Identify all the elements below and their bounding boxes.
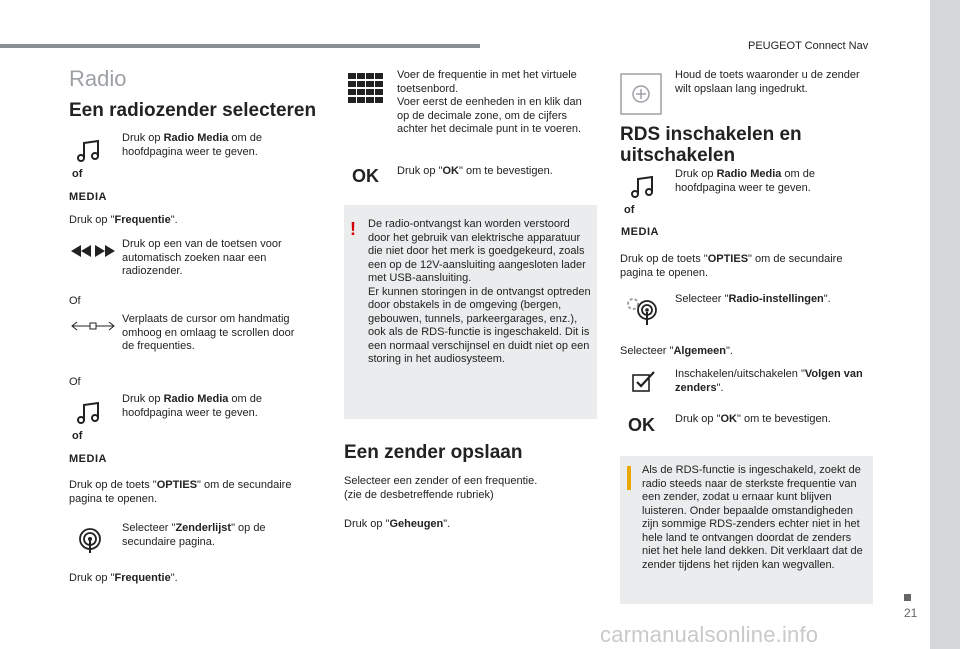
music-note-icon [76,400,102,426]
checkbox-icon [632,370,656,392]
or-text: Of [69,376,81,388]
page-side-strip [930,0,960,649]
step-station-list: Selecteer "Zenderlijst" op de secundaire pagina. [122,522,266,548]
step-frequency-2: Druk op "Frequentie". [69,572,178,584]
warning-icon: ! [350,219,356,239]
warning-text: De radio-ontvangst kan worden verstoord door het gebruik van elektrische apparatuur die niet door het merk is goedgekeurd, zoals een op de 12V-aansluiting aangesloten lader met USB-aansluiting. Er kunnen storingen in de ontvangst optreden door obstakels in de omgeving (bergen, gebouwen, tunnels, parkeergarages, enz.), ook als de RDS-functie is ingeschakeld. Dit is een normaal verschijnsel en duidt niet op een storing in het audiosysteem. [368,218,591,365]
section-heading-rds-1: RDS inschakelen en [620,124,802,145]
section-heading-save: Een zender opslaan [344,442,523,463]
ok-button-label: OK [352,166,379,186]
or-label: of [624,204,635,216]
page-title: Radio [69,66,127,91]
section-heading-select: Een radiozender selecteren [69,100,317,121]
slider-instruction: Verplaats de cursor om handmatig omhoog en omlaag te scrollen door de frequenties. [122,313,295,352]
section-end-marker [904,594,911,601]
step-station-following: Inschakelen/uitschakelen "Volgen van zenders". [675,368,863,394]
media-button-label: MEDIA [69,453,107,465]
hold-instruction: Houd de toets waaronder u de zender wilt opslaan lang ingedrukt. [675,69,860,95]
step-open-radio-media-2: Druk op Radio Media om de hoofdpagina weer te geven. [122,393,263,419]
radio-settings-icon [625,296,659,326]
music-note-icon [76,138,102,164]
step-open-radio-media-3: Druk op Radio Media om de hoofdpagina weer te geven. [675,168,816,194]
step-confirm-ok: Druk op "OK" om te bevestigen. [397,165,553,177]
section-heading-rds-2: uitschakelen [620,145,736,166]
header-rule [0,44,480,48]
or-text: Of [69,295,81,307]
seek-instruction: Druk op een van de toetsen voor automatisch zoeken naar een radiozender. [122,238,282,277]
frequency-slider-icon [70,320,116,332]
seek-buttons-icon [70,244,116,258]
save-instruction: Selecteer een zender of een frequentie. (zie de desbetreffende rubriek) [344,475,538,501]
watermark: carmanualsonline.info [600,622,819,647]
preset-button-icon [620,73,662,115]
or-label: of [72,430,83,442]
keypad-instruction: Voer de frequentie in met het virtuele toetsenbord. Voer eerst de eenheden in en klik dan op de decimale zone, om de cijfers achter het decimale punt in te voeren. [397,69,582,135]
running-header: PEUGEOT Connect Nav [748,40,869,52]
info-icon [627,466,631,490]
step-frequency: Druk op "Frequentie". [69,214,178,226]
radio-station-icon [78,528,102,554]
media-button-label: MEDIA [69,191,107,203]
page-number: 21 [904,606,918,620]
step-options-2: Druk op de toets "OPTIES" om de secundaire pagina te openen. [620,253,843,279]
step-memory: Druk op "Geheugen". [344,518,451,530]
media-button-label: MEDIA [621,226,659,238]
music-note-icon [630,174,656,200]
step-options: Druk op de toets "OPTIES" om de secundaire pagina te openen. [69,479,292,505]
step-confirm-ok-2: Druk op "OK" om te bevestigen. [675,413,831,425]
or-label: of [72,168,83,180]
keypad-icon [348,73,384,103]
info-text: Als de RDS-functie is ingeschakeld, zoekt de radio steeds naar de sterkste frequentie van een zender, zodat u ernaar kunt blijven luisteren. Onder bepaalde omstandigheden zijn sommige RDS-zenders echter niet in het hele land te ontvangen doordat de zenders niet het hele land dekken. Dit verklaart dat de zender tijdens het rijden kan wegvallen. [642,464,863,571]
step-general: Selecteer "Algemeen". [620,345,733,357]
step-radio-settings: Selecteer "Radio-instellingen". [675,293,831,305]
step-open-radio-media: Druk op Radio Media om de hoofdpagina weer te geven. [122,132,263,158]
ok-button-label: OK [628,415,655,435]
